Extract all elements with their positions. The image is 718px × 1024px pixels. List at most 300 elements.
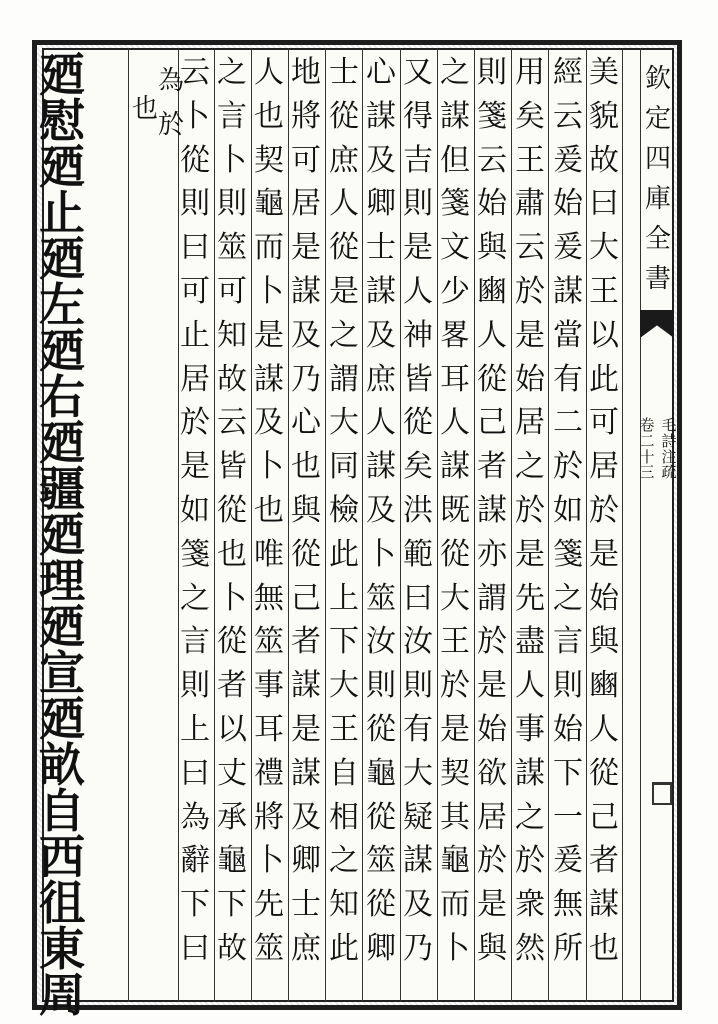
character: 而 [440, 887, 470, 923]
character: 左 [39, 278, 85, 332]
character: 則 [180, 668, 210, 704]
character: 廼 [39, 600, 85, 654]
character: 之 [515, 799, 545, 835]
character: 及 [291, 317, 321, 353]
character: 故 [217, 930, 247, 966]
character: 所 [553, 930, 583, 966]
character: 全 [644, 224, 671, 254]
character: 十 [639, 447, 655, 466]
character: 定 [644, 104, 671, 134]
character: 從 [180, 142, 210, 178]
character: 從 [366, 711, 396, 747]
character: 從 [366, 887, 396, 923]
character: 畧 [440, 317, 470, 353]
commentary-column [587, 55, 621, 966]
character: 謀 [291, 755, 321, 791]
character: 乃 [403, 930, 433, 966]
character: 於 [553, 449, 583, 485]
character: 貌 [589, 98, 619, 134]
character: 之 [440, 55, 470, 90]
character: 己 [477, 405, 507, 441]
character: 廼 [39, 508, 85, 562]
character: 四 [644, 144, 671, 174]
character: 下 [217, 887, 247, 923]
character: 事 [515, 711, 545, 747]
commentary-column [327, 55, 361, 966]
character: 廼 [39, 48, 85, 102]
character: 也 [291, 449, 321, 485]
character: 龜 [217, 843, 247, 879]
character: 卜 [254, 273, 284, 309]
character: 是 [291, 711, 321, 747]
character: 從 [329, 230, 359, 266]
commentary-column [438, 55, 472, 966]
character: 居 [180, 361, 210, 397]
character: 是 [329, 273, 359, 309]
character: 自 [39, 784, 85, 838]
character: 人 [440, 405, 470, 441]
character: 也 [589, 930, 619, 966]
character: 始 [589, 580, 619, 616]
character: 汝 [366, 624, 396, 660]
commentary-column [475, 55, 509, 966]
character: 盡 [515, 624, 545, 660]
character: 曰 [589, 186, 619, 222]
character: 從 [477, 361, 507, 397]
character: 相 [329, 799, 359, 835]
character: 始 [515, 361, 545, 397]
character: 以 [589, 317, 619, 353]
character: 丈 [217, 755, 247, 791]
character: 則 [477, 55, 507, 90]
character: 與 [291, 492, 321, 528]
character: 是 [589, 536, 619, 572]
character: 云 [515, 230, 545, 266]
character: 筮 [254, 930, 284, 966]
character: 卷 [639, 416, 655, 434]
character: 始 [553, 186, 583, 222]
character: 始 [477, 711, 507, 747]
character: 與 [477, 930, 507, 966]
character: 云 [217, 405, 247, 441]
commentary-column [215, 55, 249, 966]
character: 於 [477, 843, 507, 879]
character: 云 [477, 142, 507, 178]
character: 從 [589, 755, 619, 791]
character: 謀 [440, 449, 470, 485]
character: 於 [515, 843, 545, 879]
character: 己 [291, 580, 321, 616]
character: 則 [217, 186, 247, 222]
character: 則 [180, 186, 210, 222]
character: 知 [217, 317, 247, 353]
character: 下 [329, 624, 359, 660]
character: 人 [329, 186, 359, 222]
character: 欲 [477, 755, 507, 791]
character: 為 [180, 799, 210, 835]
character: 始 [477, 186, 507, 222]
character: 二 [639, 431, 655, 450]
character: 以 [217, 711, 247, 747]
character: 龜 [440, 843, 470, 879]
character: 從 [440, 536, 470, 572]
character: 徂 [39, 876, 85, 930]
character: 謀 [553, 273, 583, 309]
character: 用 [515, 55, 545, 90]
character: 辭 [180, 843, 210, 879]
character: 疑 [403, 799, 433, 835]
column-rule [511, 48, 512, 1002]
character: 爰 [553, 142, 583, 178]
character: 謀 [477, 492, 507, 528]
character: 神 [403, 317, 433, 353]
character: 之 [553, 580, 583, 616]
character: 龜 [366, 755, 396, 791]
character: 之 [329, 843, 359, 879]
character: 始 [553, 711, 583, 747]
commentary-column [364, 55, 398, 966]
character: 從 [217, 624, 247, 660]
character: 二 [553, 405, 583, 441]
character: 者 [217, 668, 247, 704]
character: 心 [366, 55, 396, 90]
character: 也 [217, 536, 247, 572]
character: 經 [553, 55, 583, 90]
character: 知 [329, 887, 359, 923]
character: 右 [39, 370, 85, 424]
character: 又 [403, 55, 433, 90]
character: 曰 [180, 230, 210, 266]
character: 肅 [515, 186, 545, 222]
character: 慰 [39, 94, 85, 148]
character: 卜 [254, 449, 284, 485]
character: 則 [403, 668, 433, 704]
character: 欽 [644, 64, 671, 94]
character: 乃 [291, 361, 321, 397]
character: 謀 [291, 668, 321, 704]
character: 者 [477, 449, 507, 485]
character: 是 [440, 711, 470, 747]
character: 者 [291, 624, 321, 660]
character: 此 [329, 930, 359, 966]
character: 皆 [403, 361, 433, 397]
character: 可 [180, 273, 210, 309]
character: 大 [440, 580, 470, 616]
character: 箋 [477, 98, 507, 134]
character: 範 [403, 536, 433, 572]
character: 耳 [440, 361, 470, 397]
character: 矣 [515, 98, 545, 134]
character: 謀 [291, 273, 321, 309]
character: 是 [254, 317, 284, 353]
character: 詩 [661, 431, 677, 450]
volume-label [636, 418, 658, 481]
commentary-column [513, 55, 547, 966]
character: 衆 [515, 887, 545, 923]
character: 下 [553, 755, 583, 791]
character: 疆 [39, 462, 85, 516]
character: 大 [329, 668, 359, 704]
column-rule [128, 48, 129, 1002]
character: 人 [477, 317, 507, 353]
character: 畝 [39, 738, 85, 792]
character: 檢 [329, 492, 359, 528]
character: 先 [515, 580, 545, 616]
character: 筮 [254, 624, 284, 660]
character: 將 [291, 98, 321, 134]
character: 王 [329, 711, 359, 747]
character: 士 [291, 887, 321, 923]
character: 無 [553, 887, 583, 923]
character: 廼 [39, 692, 85, 746]
character: 下 [180, 887, 210, 923]
character: 人 [515, 668, 545, 704]
character: 曰 [180, 930, 210, 966]
character: 及 [291, 799, 321, 835]
character: 居 [477, 799, 507, 835]
character: 卜 [366, 536, 396, 572]
verse-column [34, 48, 90, 1022]
character: 理 [39, 554, 85, 608]
character: 卜 [180, 98, 210, 134]
character: 止 [39, 186, 85, 240]
character: 契 [254, 142, 284, 178]
character: 廼 [39, 232, 85, 286]
character: 人 [366, 405, 396, 441]
character: 三 [639, 463, 655, 482]
character: 之 [217, 55, 247, 90]
character: 居 [291, 186, 321, 222]
character: 此 [329, 536, 359, 572]
character: 謀 [515, 755, 545, 791]
character: 豳 [477, 273, 507, 309]
character: 與 [589, 624, 619, 660]
character: 是 [515, 317, 545, 353]
character: 之 [180, 580, 210, 616]
character: 一 [553, 799, 583, 835]
character: 可 [589, 405, 619, 441]
character: 士 [366, 230, 396, 266]
character: 而 [254, 230, 284, 266]
character: 止 [180, 317, 210, 353]
character: 洪 [403, 492, 433, 528]
character: 矣 [403, 449, 433, 485]
character: 謀 [403, 843, 433, 879]
character: 可 [291, 142, 321, 178]
character: 是 [403, 230, 433, 266]
character: 是 [180, 449, 210, 485]
character: 禮 [254, 755, 284, 791]
character: 士 [329, 55, 359, 90]
character: 上 [329, 580, 359, 616]
character: 人 [589, 711, 619, 747]
character: 人 [254, 55, 284, 90]
character: 是 [291, 230, 321, 266]
character: 書 [644, 264, 671, 294]
character: 卜 [440, 930, 470, 966]
character: 於 [440, 668, 470, 704]
character: 云 [553, 98, 583, 134]
character: 毛 [661, 416, 677, 434]
character: 言 [553, 624, 583, 660]
character: 從 [366, 799, 396, 835]
character: 王 [515, 142, 545, 178]
character: 承 [217, 799, 247, 835]
character: 卜 [217, 580, 247, 616]
character: 與 [477, 230, 507, 266]
character: 廼 [39, 140, 85, 194]
character: 東 [39, 922, 85, 976]
character: 庶 [366, 361, 396, 397]
character: 於 [515, 273, 545, 309]
character: 先 [254, 887, 284, 923]
character: 當 [553, 317, 583, 353]
character: 事 [254, 668, 284, 704]
character: 謀 [254, 361, 284, 397]
character: 其 [440, 799, 470, 835]
character: 從 [403, 405, 433, 441]
character: 亦 [477, 536, 507, 572]
character: 於 [180, 405, 210, 441]
character: 曰 [403, 580, 433, 616]
character: 也 [254, 492, 284, 528]
character: 西 [39, 830, 85, 884]
character: 謂 [477, 580, 507, 616]
character: 從 [291, 536, 321, 572]
character: 於 [158, 110, 185, 140]
commentary-column [289, 55, 323, 966]
character: 曰 [180, 755, 210, 791]
character: 則 [553, 668, 583, 704]
character: 於 [589, 492, 619, 528]
character: 卿 [366, 930, 396, 966]
character: 謀 [366, 449, 396, 485]
character: 心 [291, 405, 321, 441]
character: 卜 [217, 142, 247, 178]
character: 廼 [39, 416, 85, 470]
character: 得 [403, 98, 433, 134]
character: 大 [403, 755, 433, 791]
book-title [642, 66, 674, 292]
character: 爰 [553, 843, 583, 879]
character: 居 [589, 449, 619, 485]
character: 大 [329, 405, 359, 441]
character: 則 [403, 186, 433, 222]
character: 廼 [39, 324, 85, 378]
character: 皆 [217, 449, 247, 485]
character: 爰 [553, 230, 583, 266]
character: 謀 [589, 887, 619, 923]
character: 疏 [661, 463, 677, 482]
character: 卿 [366, 186, 396, 222]
character: 者 [589, 843, 619, 879]
commentary-column [551, 55, 585, 966]
character: 龜 [254, 186, 284, 222]
column-rule [640, 48, 641, 1002]
character: 庫 [644, 184, 671, 214]
commentary-column [252, 55, 286, 966]
character: 箋 [440, 186, 470, 222]
character: 然 [515, 930, 545, 966]
character: 少 [440, 273, 470, 309]
character: 地 [291, 55, 321, 90]
character: 之 [329, 317, 359, 353]
character: 言 [180, 624, 210, 660]
character: 自 [329, 755, 359, 791]
character: 箋 [553, 536, 583, 572]
character: 有 [403, 711, 433, 747]
character: 卿 [291, 843, 321, 879]
character: 己 [589, 799, 619, 835]
page-number-box [650, 780, 674, 806]
column-rule [325, 48, 326, 1002]
character: 於 [515, 492, 545, 528]
character: 也 [132, 94, 159, 124]
character: 謀 [366, 98, 396, 134]
character: 上 [180, 711, 210, 747]
character: 無 [254, 580, 284, 616]
character: 筮 [217, 230, 247, 266]
character: 周 [39, 968, 85, 1022]
character: 有 [553, 361, 583, 397]
character: 謀 [440, 98, 470, 134]
column-rule [548, 48, 549, 1002]
character: 及 [254, 405, 284, 441]
character: 庶 [329, 142, 359, 178]
character: 及 [366, 142, 396, 178]
character: 但 [440, 142, 470, 178]
character: 是 [515, 536, 545, 572]
character: 居 [515, 405, 545, 441]
character: 王 [440, 624, 470, 660]
character: 箋 [180, 536, 210, 572]
character: 從 [217, 492, 247, 528]
column-rule [362, 48, 363, 1002]
character: 契 [440, 755, 470, 791]
character: 如 [553, 492, 583, 528]
character: 唯 [254, 536, 284, 572]
character: 吉 [403, 142, 433, 178]
character: 於 [477, 624, 507, 660]
character: 筮 [366, 580, 396, 616]
character: 云 [180, 55, 210, 90]
character: 王 [589, 273, 619, 309]
character: 謀 [366, 273, 396, 309]
column-rule [622, 48, 623, 1002]
character: 人 [403, 273, 433, 309]
character: 美 [589, 55, 619, 90]
character: 庶 [291, 930, 321, 966]
character: 大 [589, 230, 619, 266]
character: 謂 [329, 361, 359, 397]
character: 耳 [254, 711, 284, 747]
character: 可 [217, 273, 247, 309]
character: 及 [403, 887, 433, 923]
character: 故 [217, 361, 247, 397]
character: 則 [366, 668, 396, 704]
character: 同 [329, 449, 359, 485]
character: 是 [477, 887, 507, 923]
character: 之 [515, 449, 545, 485]
character: 從 [329, 98, 359, 134]
character: 及 [366, 492, 396, 528]
character: 豳 [589, 668, 619, 704]
character: 如 [180, 492, 210, 528]
character: 言 [217, 98, 247, 134]
commentary-column [401, 55, 435, 966]
character: 筮 [366, 843, 396, 879]
character: 宣 [39, 646, 85, 700]
